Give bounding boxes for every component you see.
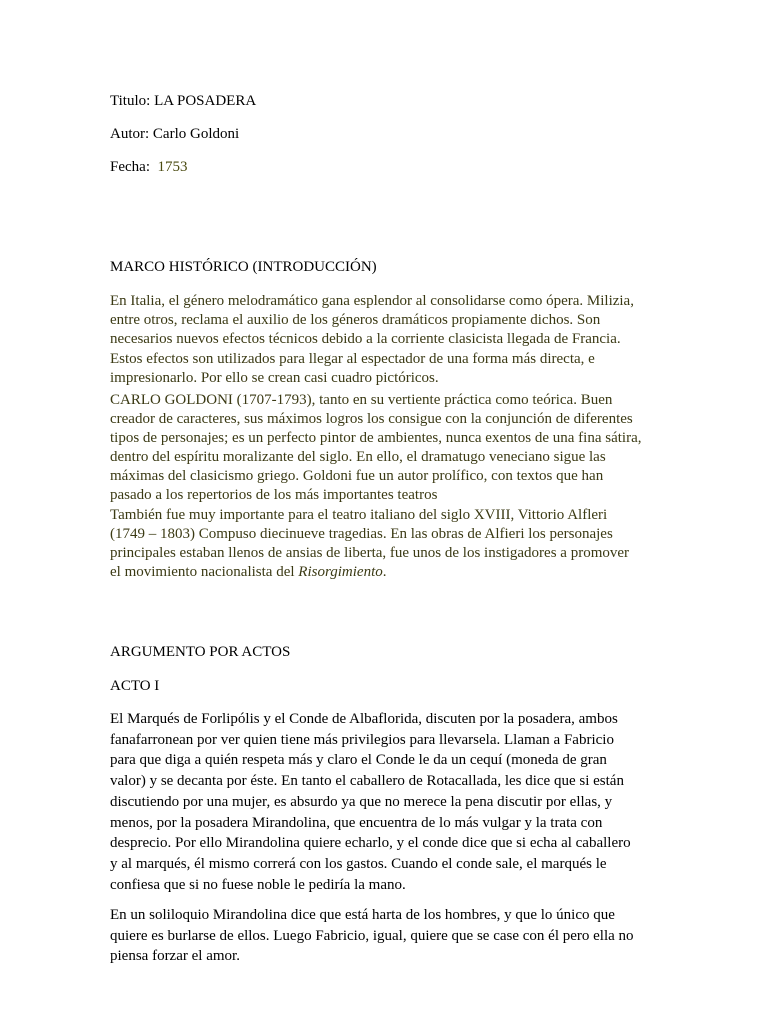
author-label: Autor: [110,126,150,142]
acto-heading: ACTO I [110,678,160,694]
acto-paragraph-1 [110,709,670,895]
text-line: discutiendo por una mujer, es absurdo ya que no merece la pena discutir por ellas, y [110,793,613,810]
title-label: Titulo: [110,93,151,109]
text-line: piensa forzar el amor. [110,948,240,965]
risorgimento-italic: Risorgimiento [298,564,383,580]
text-line: Estos efectos son utilizados para llegar al espectador de una forma más directa, e [110,351,595,367]
text-line: tipos de personajes; es un perfecto pintor de ambientes, nunca exentos de una fina sátira, [110,430,642,446]
date-value: 1753 [157,159,188,175]
marco-paragraph-4 [110,506,670,582]
date-line [110,158,187,177]
text-segment: . [382,564,387,580]
text-line: El Marqués de Forlipólis y el Conde de Albaflorida, discuten por la posadera, ambos [110,711,618,727]
text-line: confiesa que si no fuese noble le pediría la mano. [110,876,406,893]
text-line: En Italia, el género melodramático gana esplendor al consolidarse como ópera. Milizia, [110,293,634,309]
text-line: CARLO GOLDONI (1707-1793), tanto en su vertiente práctica como teórica. Buen [110,392,613,408]
date-label: Fecha: [110,159,150,175]
author-value: Carlo Goldoni [152,126,240,142]
text-line: desprecio. Por ello Mirandolina quiere echarlo, y el conde dice que si echa al caballero [110,835,631,852]
text-line: máximas del clasicismo griego. Goldoni fue un autor prolífico, con textos que han [110,468,604,484]
section-heading-marco: MARCO HISTÓRICO (INTRODUCCIÓN) [110,259,377,275]
title-value: LA POSADERA [154,93,257,109]
text-line [110,563,670,582]
text-line: En un soliloquio Mirandolina dice que está harta de los hombres, y que lo único que [110,907,615,923]
text-line: pasado a los repertorios de los más importantes teatros [110,487,438,503]
text-line: También fue muy importante para el teatro italiano del siglo XVIII, Vittorio Alfleri [110,507,608,523]
marco-paragraph-3 [110,391,670,505]
text-line: dentro del espíritu moralizante del siglo. En ello, el dramatugo veneciano sigue las [110,449,606,465]
text-line: para que diga a quién respeta más y claro el Conde le da un cequí (moneda de gran [110,752,607,769]
text-line: necesarios nuevos efectos técnicos debido a la corriente clasicista llegada de Francia. [110,331,621,347]
text-line: valor) y se decanta por éste. En tanto el caballero de Rotacallada, les dice que si están [110,773,624,790]
section-heading-argumento: ARGUMENTO POR ACTOS [110,644,291,660]
author-line [110,125,239,144]
text-line: menos, por la posadera Mirandolina, que encuentra de lo más vulgar y la trata con [110,814,603,831]
title-line [110,92,256,111]
marco-paragraph-1 [110,292,670,349]
acto-paragraph-2 [110,905,670,967]
marco-paragraph-2 [110,350,670,388]
text-line: entre otros, reclama el auxilio de los géneros dramáticos propiamente dichos. Son [110,312,601,328]
text-line: y al marqués, él mismo correrá con los gastos. Cuando el conde sale, el marqués le [110,855,607,872]
text-line: quiere es burlarse de ellos. Luego Fabricio, igual, quiere que se case con él pero ella no [110,927,634,944]
text-line: principales estaban llenos de ansias de liberta, fue unos de los instigadores a promover [110,545,630,561]
text-line: (1749 – 1803) Compuso diecinueve tragedias. En las obras de Alfieri los personajes [110,526,613,542]
text-line: creador de caracteres, sus máximos logros los consigue con la conjunción de diferentes [110,411,633,427]
text-segment: el movimiento nacionalista del [110,564,299,580]
text-line: fanafarronean por ver quien tiene más privilegios para llevarsela. Llaman a Fabricio [110,731,614,748]
text-line: impresionarlo. Por ello se crean casi cuadro pictóricos. [110,370,439,386]
